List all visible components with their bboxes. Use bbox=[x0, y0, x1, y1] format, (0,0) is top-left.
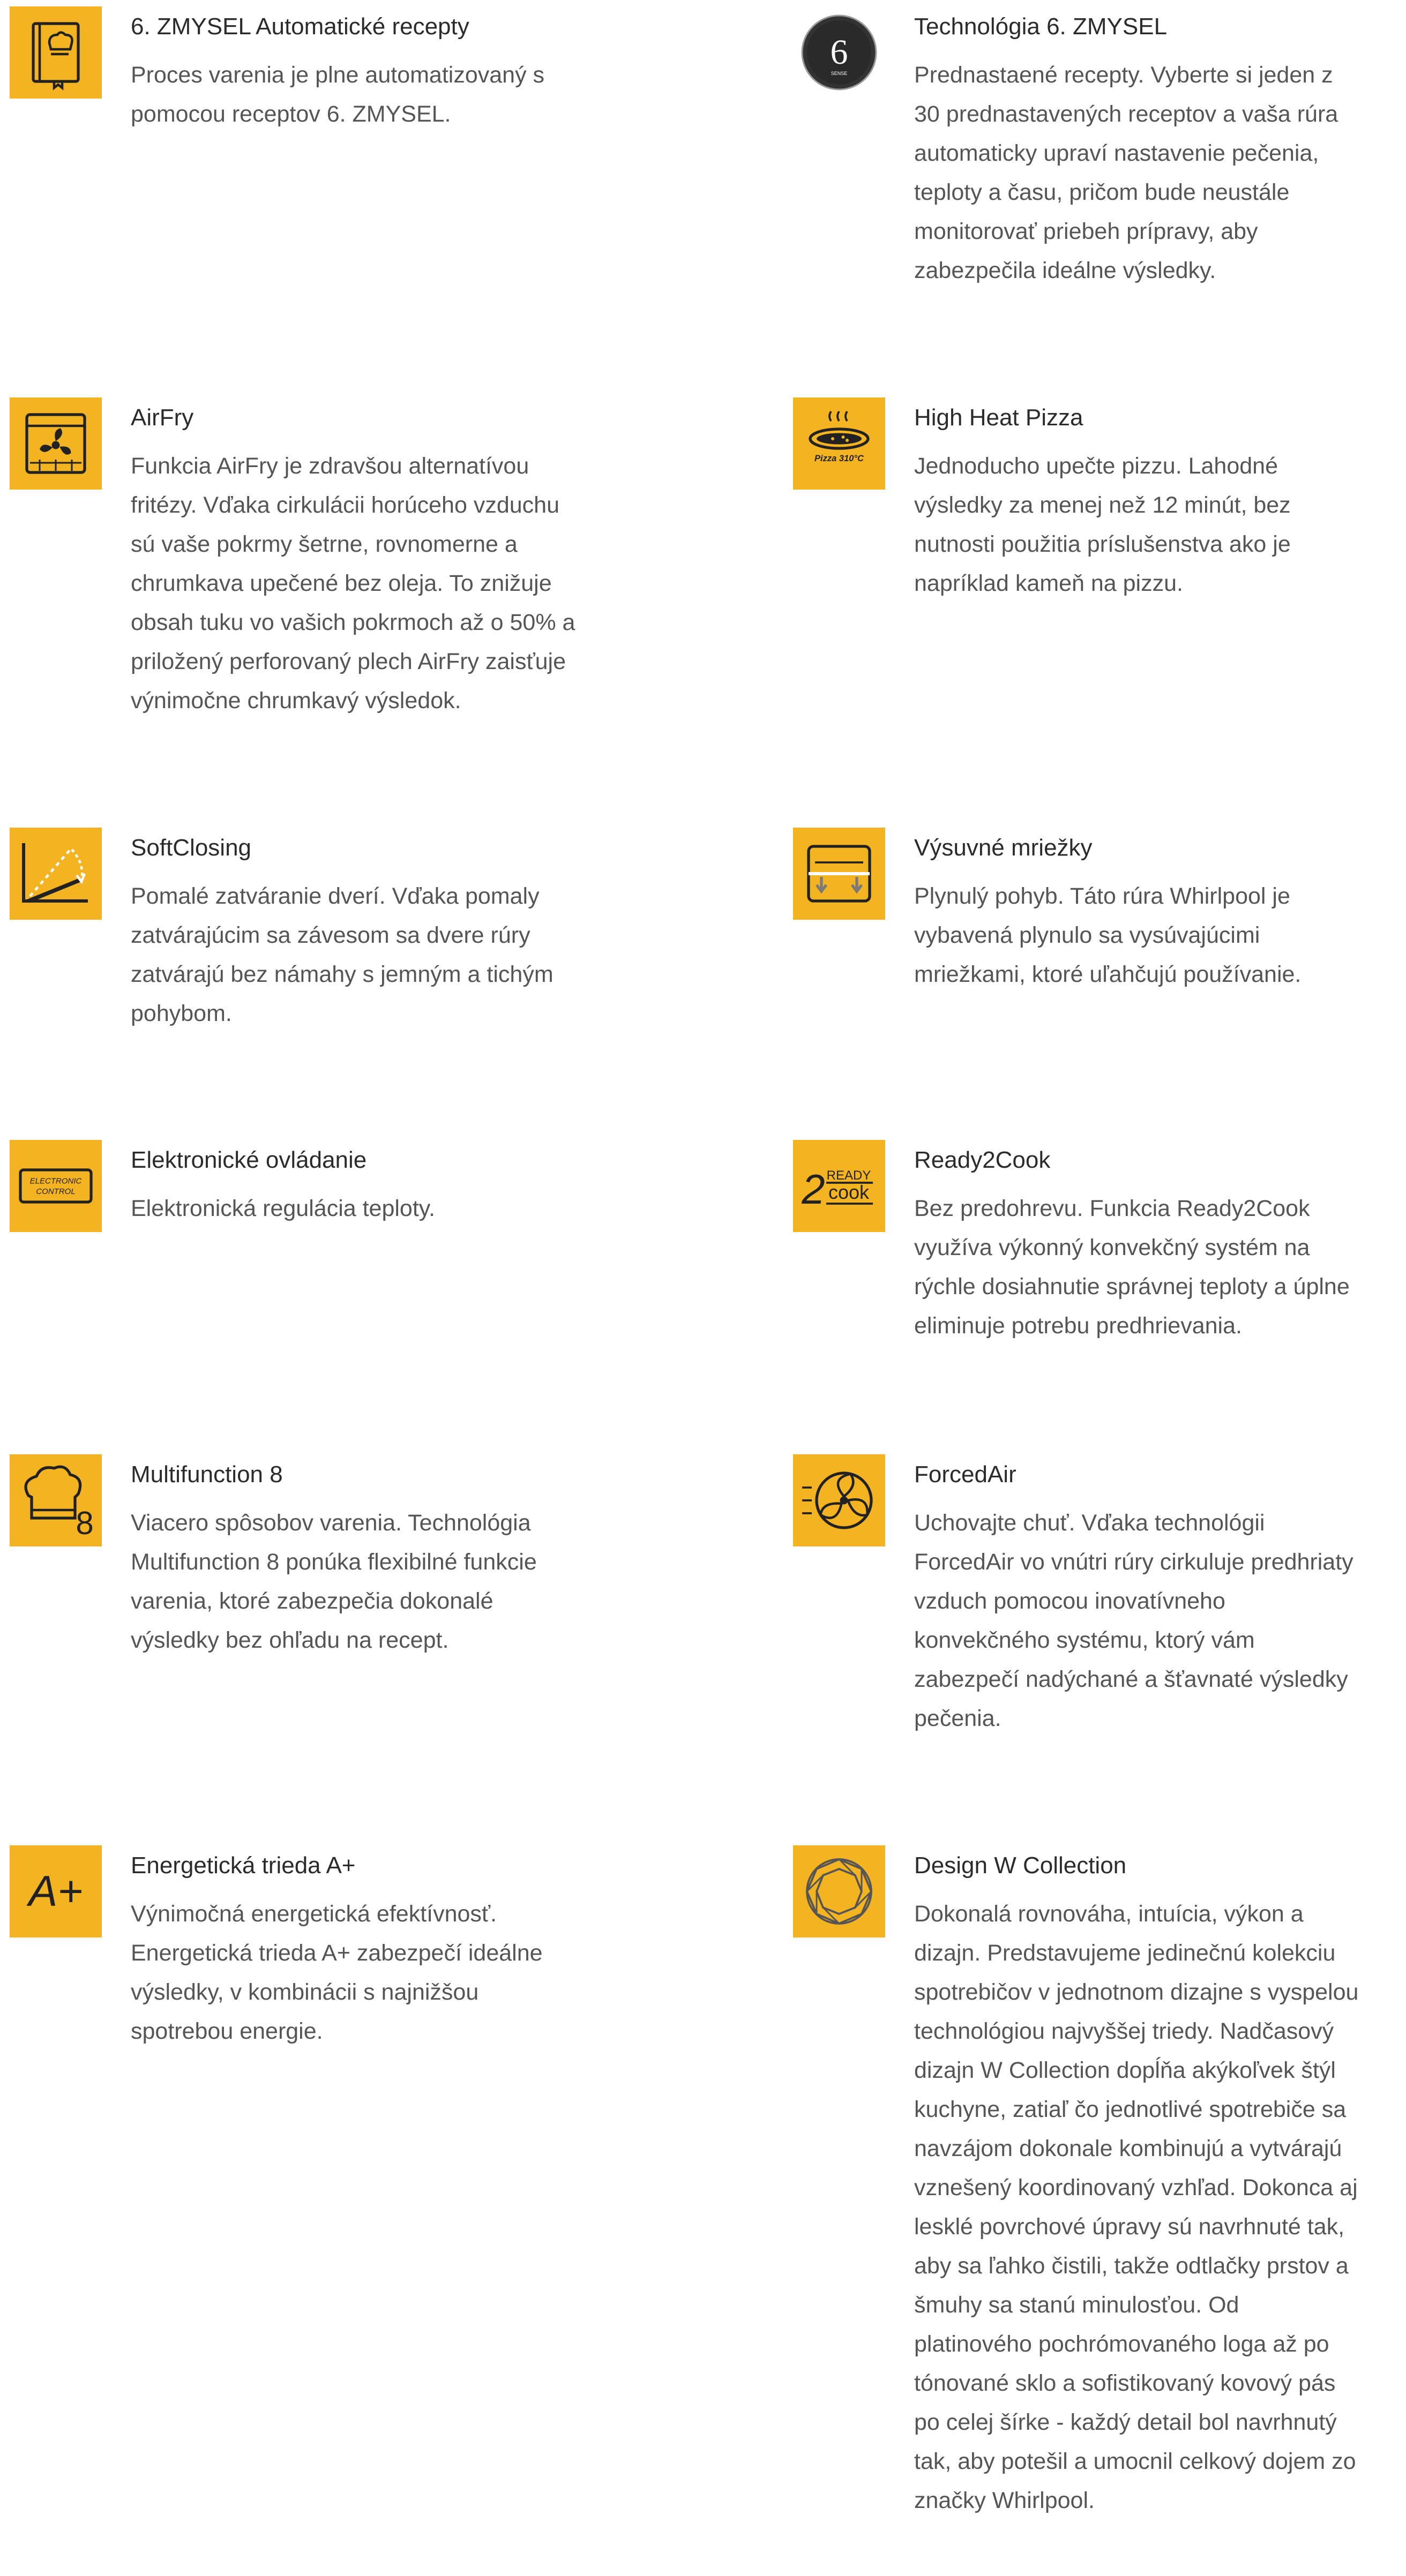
feature-title: Design W Collection bbox=[914, 1852, 1127, 1879]
feature-title: AirFry bbox=[131, 404, 194, 431]
airfry-icon bbox=[10, 397, 102, 490]
feature-description: Výnimočná energetická efektívnosť. Energetická trieda A+ zabezpečí ideálne výsledky, v kombinácii s najnižšou spotrebou energie. bbox=[131, 1901, 543, 2044]
feature-title: Multifunction 8 bbox=[131, 1461, 283, 1488]
electronic-control-icon bbox=[10, 1140, 102, 1232]
feature-title: Energetická trieda A+ bbox=[131, 1852, 356, 1879]
feature-description: Jednoducho upečte pizzu. Lahodné výsledky za menej než 12 minút, bez nutnosti použitia príslušenstva ako je napríklad kameň na pizzu. bbox=[914, 453, 1291, 596]
design-w-collection-icon bbox=[793, 1845, 885, 1937]
feature-description: Dokonalá rovnováha, intuícia, výkon a dizajn. Predstavujeme jedinečnú kolekciu spotrebičov v jednotnom dizajne s vyspelou technológiou najvyššej triedy. Nadčasový dizajn W Collection dopĺňa akýkoľvek štýl kuchyne, zatiaľ čo jednotlivé spotrebiče sa navzájom dokonale kombinujú a vytvárajú vznešený koordinovaný vzhľad. Dokonca aj lesklé povrchové úpravy sú navrhnuté tak, aby sa ľahko čistili, takže odtlačky prstov a šmuhy sa stanú minulosťou. Od platinového pochrómovaného loga až po tónované sklo a sofistikovaný kovový pás po celej šírke - každý detail bol navrhnutý tak, aby potešil a umocnil celkový dojem zo značky Whirlpool. bbox=[914, 1901, 1359, 2513]
svg-text:SENSE: SENSE bbox=[831, 71, 848, 76]
feature-description: Plynulý pohyb. Táto rúra Whirlpool je vybavená plynulo sa vysúvajúcimi mriežkami, ktoré uľahčujú používanie. bbox=[914, 883, 1302, 987]
soft-closing-icon bbox=[10, 828, 102, 920]
svg-text:2: 2 bbox=[802, 1166, 825, 1213]
feature-description: Pomalé zatváranie dverí. Vďaka pomaly zatvárajúcim sa závesom sa dvere rúry zatvárajú bez námahy s jemným a tichým pohybom. bbox=[131, 883, 554, 1026]
feature-title: 6. ZMYSEL Automatické recepty bbox=[131, 13, 469, 40]
feature-title: SoftClosing bbox=[131, 835, 252, 861]
feature-title: Elektronické ovládanie bbox=[131, 1147, 367, 1173]
ready2cook-icon bbox=[793, 1140, 885, 1232]
svg-text:A+: A+ bbox=[28, 1867, 83, 1916]
pizza-icon bbox=[793, 397, 885, 490]
sliding-racks-icon bbox=[793, 828, 885, 920]
svg-text:Pizza 310°C: Pizza 310°C bbox=[814, 454, 864, 463]
feature-description: Prednastaené recepty. Vyberte si jeden z 30 prednastavených receptov a vaša rúra automaticky upraví nastavenie pečenia, teploty a času, pričom bude neustále monitorovať priebeh prípravy, aby zabezpečila ideálne výsledky. bbox=[914, 62, 1338, 283]
sixth-sense-icon bbox=[793, 6, 885, 99]
svg-text:cook: cook bbox=[828, 1181, 870, 1203]
feature-description: Funkcia AirFry je zdravšou alternatívou fritézy. Vďaka cirkulácii horúceho vzduchu sú vaše pokrmy šetrne, rovnomerne a chrumkava upečené bez oleja. To znižuje obsah tuku vo vašich pokrmoch až o 50% a priložený perforovaný plech AirFry zaisťuje výnimočne chrumkavý výsledok. bbox=[131, 453, 575, 714]
feature-description: Bez predohrevu. Funkcia Ready2Cook využíva výkonný konvekčný systém na rýchle dosiahnutie správnej teploty a úplne eliminuje potrebu predhrievania. bbox=[914, 1196, 1350, 1339]
feature-title: Ready2Cook bbox=[914, 1147, 1051, 1173]
svg-text:8: 8 bbox=[76, 1505, 94, 1541]
feature-title: Technológia 6. ZMYSEL bbox=[914, 13, 1168, 40]
recipe-book-icon bbox=[10, 6, 102, 99]
svg-text:READY: READY bbox=[826, 1168, 871, 1183]
energy-class-icon bbox=[10, 1845, 102, 1937]
svg-text:6: 6 bbox=[830, 33, 848, 72]
feature-title: Výsuvné mriežky bbox=[914, 835, 1093, 861]
svg-text:ELECTRONIC: ELECTRONIC bbox=[29, 1176, 82, 1186]
feature-description: Elektronická regulácia teploty. bbox=[131, 1196, 436, 1221]
feature-title: ForcedAir bbox=[914, 1461, 1016, 1488]
chef-hat-8-icon bbox=[10, 1454, 102, 1546]
feature-title: High Heat Pizza bbox=[914, 404, 1083, 431]
svg-text:CONTROL: CONTROL bbox=[36, 1187, 76, 1196]
feature-description: Uchovajte chuť. Vďaka technológii ForcedAir vo vnútri rúry cirkuluje predhriaty vzduch pomocou inovatívneho konvekčného systému, ktorý vám zabezpečí nadýchané a šťavnaté výsledky pečenia. bbox=[914, 1510, 1353, 1731]
feature-description: Proces varenia je plne automatizovaný s pomocou receptov 6. ZMYSEL. bbox=[131, 62, 545, 127]
fan-icon bbox=[793, 1454, 885, 1546]
feature-description: Viacero spôsobov varenia. Technológia Multifunction 8 ponúka flexibilné funkcie varenia, ktoré zabezpečia dokonalé výsledky bez ohľadu na recept. bbox=[131, 1510, 537, 1653]
